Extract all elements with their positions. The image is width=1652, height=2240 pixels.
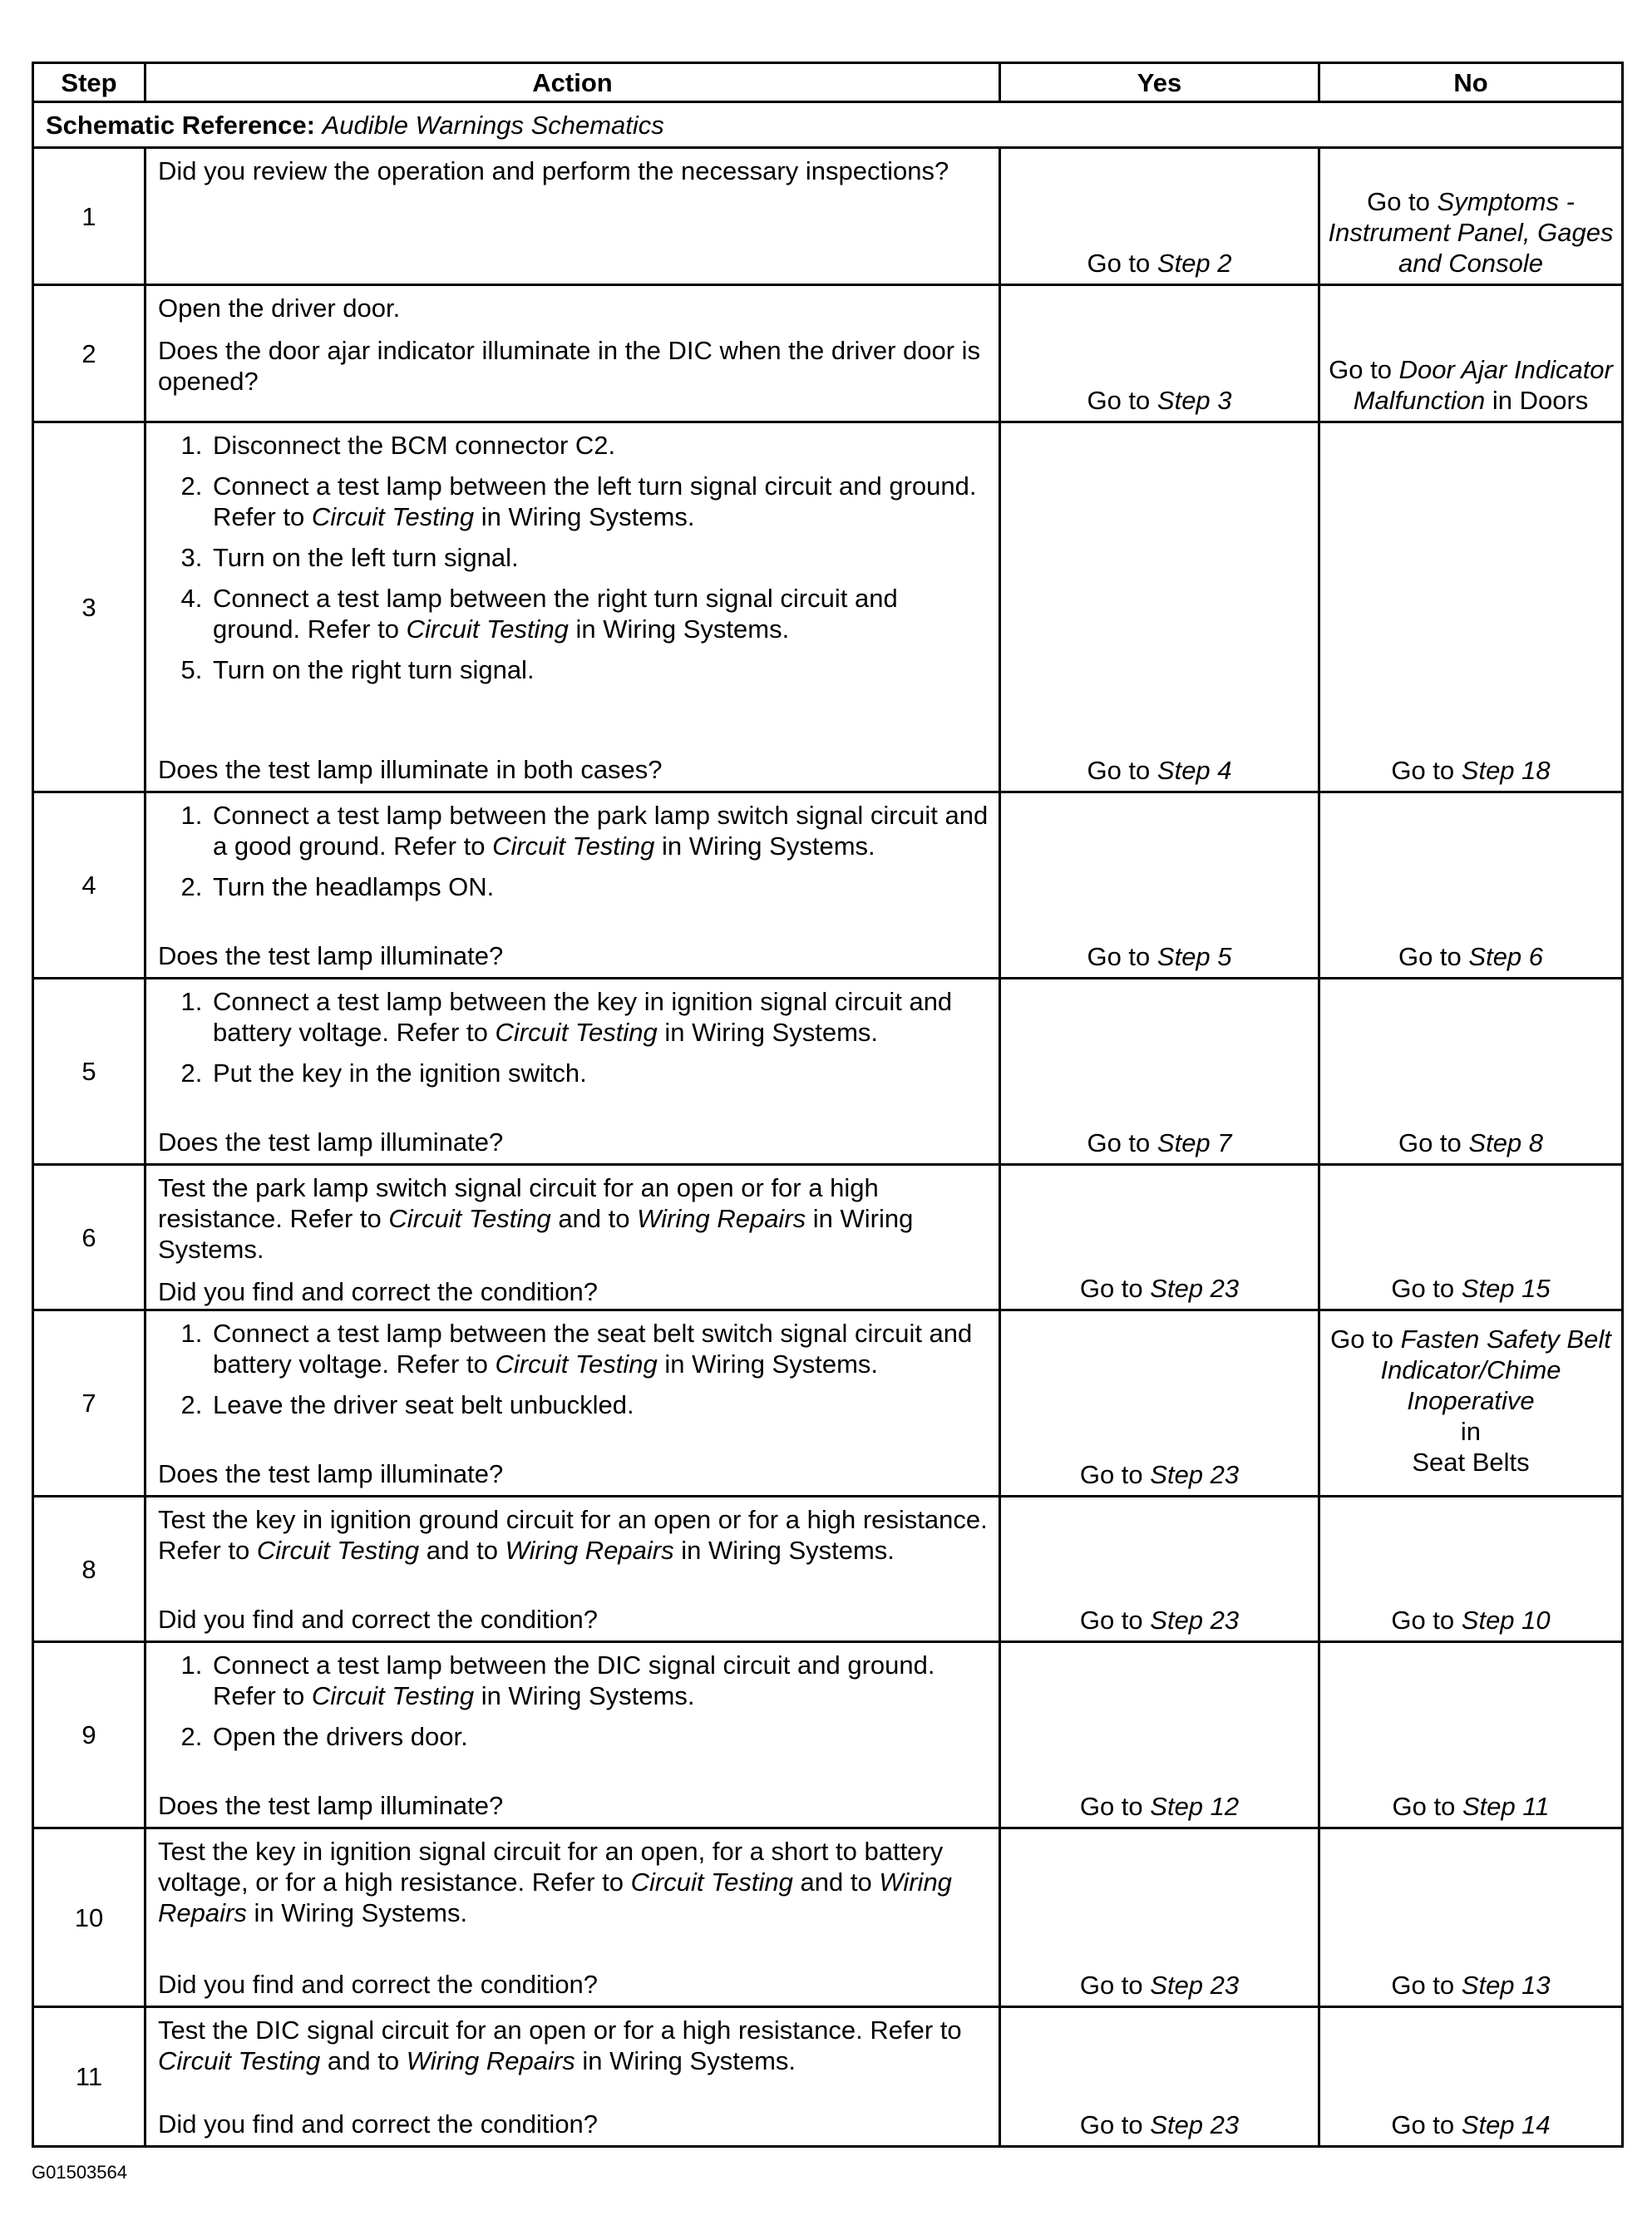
goto-label: Go to — [1391, 2110, 1455, 2139]
no-cell[interactable] — [1319, 285, 1623, 422]
circuit-testing-link[interactable]: Circuit Testing — [388, 1204, 551, 1233]
list-item: 2. Connect a test lamp between the left turn signal circuit and ground. Refer to Circuit Testing in Wiring Systems. — [210, 471, 992, 532]
wiring-repairs-link[interactable]: Wiring Repairs — [406, 2046, 575, 2075]
list-item: 1. Connect a test lamp between the seat belt switch signal circuit and battery voltage. Refer to Circuit Testing in Wiring Systems. — [210, 1318, 992, 1379]
goto-label: Go to — [1398, 942, 1462, 971]
goto-label: Go to — [1391, 756, 1455, 785]
no-suffix: Seat Belts — [1412, 1448, 1530, 1477]
step-number: 4 — [33, 792, 145, 979]
no-cell[interactable] — [1319, 979, 1623, 1165]
action-cell — [145, 1642, 1000, 1828]
table-row — [33, 285, 1623, 422]
step-number: 7 — [33, 1310, 145, 1497]
no-cell[interactable] — [1319, 422, 1623, 792]
goto-label: Go to — [1087, 249, 1151, 278]
step-number: 2 — [33, 285, 145, 422]
no-link-part2[interactable]: Instrument Panel, Gages and Console — [1328, 218, 1614, 278]
no-step-link[interactable]: Step 14 — [1461, 2110, 1551, 2139]
step-number: 8 — [33, 1497, 145, 1642]
wiring-repairs-link[interactable]: Wiring Repairs — [637, 1204, 806, 1233]
action-cell — [145, 979, 1000, 1165]
yes-step-link[interactable]: Step 23 — [1150, 1274, 1240, 1303]
no-link-part1[interactable]: Symptoms - — [1437, 187, 1575, 216]
action-cell — [145, 1165, 1000, 1310]
action-cell — [145, 148, 1000, 285]
goto-label: Go to — [1079, 1274, 1143, 1303]
yes-step-link[interactable]: Step 2 — [1156, 249, 1232, 278]
action-text: Test the key in ignition ground circuit for an open or for a high resistance. Refer to Circuit Testing and to Wiring Repairs in Wiring Systems. — [158, 1505, 988, 1565]
figure-id: G01503564 — [32, 2162, 127, 2183]
question-text: Did you find and correct the condition? — [158, 1277, 599, 1306]
table-row — [33, 1642, 1623, 1828]
header-step: Step — [33, 63, 145, 102]
action-cell — [145, 1497, 1000, 1642]
yes-cell[interactable] — [1000, 285, 1319, 422]
list-item: 1. Connect a test lamp between the park lamp switch signal circuit and a good ground. Refer to Circuit Testing in Wiring Systems. — [210, 800, 992, 861]
circuit-testing-link[interactable]: Circuit Testing — [311, 502, 475, 531]
step-number: 6 — [33, 1165, 145, 1310]
action-text: Test the DIC signal circuit for an open or for a high resistance. Refer to Circuit Testing and to Wiring Repairs in Wiring Systems. — [158, 2016, 962, 2075]
table-row — [33, 792, 1623, 979]
no-cell[interactable] — [1319, 148, 1623, 285]
goto-label: Go to — [1087, 386, 1151, 415]
schematic-label: Schematic Reference: — [46, 110, 315, 140]
no-cell[interactable] — [1319, 2007, 1623, 2147]
header-action: Action — [145, 63, 1000, 102]
no-cell[interactable] — [1319, 1828, 1623, 2007]
diagnostic-table — [32, 62, 1624, 2148]
yes-cell[interactable] — [1000, 1497, 1319, 1642]
list-item: 1. Connect a test lamp between the key in ignition signal circuit and battery voltage. Refer to Circuit Testing in Wiring Systems. — [210, 986, 992, 1048]
action-text: Open the driver door. — [158, 294, 401, 323]
goto-label: Go to — [1329, 355, 1392, 384]
yes-step-link[interactable]: Step 23 — [1150, 1606, 1240, 1635]
question-text: Did you find and correct the condition? — [158, 1970, 599, 1999]
table-row — [33, 2007, 1623, 2147]
instruction-list — [158, 1650, 992, 1752]
no-link[interactable]: Door Ajar Indicator Malfunction — [1353, 355, 1613, 415]
no-step-link[interactable]: Step 15 — [1461, 1274, 1551, 1303]
yes-step-link[interactable]: Step 12 — [1150, 1792, 1240, 1821]
instruction-list — [158, 800, 992, 902]
yes-cell[interactable] — [1000, 2007, 1319, 2147]
circuit-testing-link[interactable]: Circuit Testing — [630, 1867, 793, 1897]
question-text: Does the test lamp illuminate? — [158, 1127, 504, 1157]
goto-label: Go to — [1079, 1606, 1143, 1635]
table-row — [33, 1497, 1623, 1642]
question-text: Does the test lamp illuminate? — [158, 1459, 504, 1488]
question-text: Did you review the operation and perform the necessary inspections? — [158, 156, 949, 185]
instruction-list — [158, 986, 992, 1088]
goto-label: Go to — [1367, 187, 1430, 216]
step-number: 11 — [33, 2007, 145, 2147]
step-number: 3 — [33, 422, 145, 792]
no-step-link[interactable]: Step 18 — [1461, 756, 1551, 785]
list-item: 5. Turn on the right turn signal. — [210, 654, 992, 685]
yes-step-link[interactable]: Step 7 — [1156, 1128, 1232, 1157]
header-yes: Yes — [1000, 63, 1319, 102]
circuit-testing-link[interactable]: Circuit Testing — [495, 1018, 658, 1047]
no-step-link[interactable]: Step 10 — [1461, 1606, 1551, 1635]
no-cell[interactable] — [1319, 1310, 1623, 1497]
question-text: Does the test lamp illuminate? — [158, 1791, 504, 1820]
action-cell — [145, 285, 1000, 422]
no-step-link[interactable]: Step 13 — [1461, 1971, 1551, 2000]
goto-label: Go to — [1087, 1128, 1151, 1157]
table-row — [33, 979, 1623, 1165]
list-item: 3. Turn on the left turn signal. — [210, 542, 992, 573]
step-number: 5 — [33, 979, 145, 1165]
yes-cell[interactable] — [1000, 148, 1319, 285]
no-link[interactable]: Fasten Safety Belt Indicator/Chime Inoperative — [1380, 1325, 1611, 1415]
goto-label: Go to — [1079, 1460, 1143, 1489]
no-step-link[interactable]: Step 8 — [1468, 1128, 1544, 1157]
list-item: 1. Disconnect the BCM connector C2. — [210, 430, 992, 461]
no-cell[interactable] — [1319, 1642, 1623, 1828]
goto-label: Go to — [1330, 1325, 1393, 1354]
goto-label: Go to — [1087, 942, 1151, 971]
goto-label: Go to — [1398, 1128, 1462, 1157]
instruction-list — [158, 1318, 992, 1420]
list-item: 1. Connect a test lamp between the DIC signal circuit and ground. Refer to Circuit Testing in Wiring Systems. — [210, 1650, 992, 1711]
goto-label: Go to — [1079, 1792, 1143, 1821]
action-cell — [145, 1828, 1000, 2007]
goto-label: Go to — [1391, 1971, 1455, 2000]
circuit-testing-link[interactable]: Circuit Testing — [495, 1349, 658, 1379]
step-number: 1 — [33, 148, 145, 285]
no-cell[interactable] — [1319, 1165, 1623, 1310]
yes-cell[interactable] — [1000, 1828, 1319, 2007]
action-text: Test the key in ignition signal circuit for an open, for a short to battery voltage, or for a high resistance. Refer to Circuit Testing and to Wiring Repairs in Wiring Systems. — [158, 1837, 952, 1927]
action-cell — [145, 2007, 1000, 2147]
table-row — [33, 1828, 1623, 2007]
question-text: Does the test lamp illuminate? — [158, 941, 504, 970]
no-step-link[interactable]: Step 11 — [1462, 1792, 1550, 1821]
action-text: Test the park lamp switch signal circuit for an open or for a high resistance. Refer to Circuit Testing and to Wiring Repairs in Wiring Systems. — [158, 1173, 914, 1264]
table-row — [33, 1310, 1623, 1497]
no-in: in — [1460, 1417, 1482, 1446]
header-no: No — [1319, 63, 1623, 102]
schematic-reference-row — [33, 102, 1623, 148]
yes-step-link[interactable]: Step 3 — [1156, 386, 1232, 415]
question-text: Did you find and correct the condition? — [158, 2109, 599, 2139]
circuit-testing-link[interactable]: Circuit Testing — [311, 1681, 475, 1710]
yes-cell[interactable] — [1000, 422, 1319, 792]
yes-step-link[interactable]: Step 5 — [1156, 942, 1232, 971]
question-text: Does the test lamp illuminate in both cases? — [158, 755, 663, 784]
schematic-reference — [33, 102, 1623, 148]
yes-step-link[interactable]: Step 23 — [1150, 2110, 1240, 2139]
goto-label: Go to — [1087, 756, 1151, 785]
no-cell[interactable] — [1319, 792, 1623, 979]
no-cell[interactable] — [1319, 1497, 1623, 1642]
yes-step-link[interactable]: Step 23 — [1150, 1460, 1240, 1489]
yes-cell[interactable] — [1000, 979, 1319, 1165]
list-item: 2. Turn the headlamps ON. — [210, 871, 992, 902]
circuit-testing-link[interactable]: Circuit Testing — [492, 831, 655, 861]
question-text: Does the door ajar indicator illuminate in the DIC when the driver door is opened? — [158, 336, 981, 396]
no-step-link[interactable]: Step 6 — [1468, 942, 1544, 971]
list-item: 2. Put the key in the ignition switch. — [210, 1058, 992, 1088]
yes-cell[interactable] — [1000, 1310, 1319, 1497]
table-row — [33, 148, 1623, 285]
header-row — [33, 63, 1623, 102]
instruction-list — [158, 430, 992, 685]
no-suffix: in Doors — [1492, 386, 1589, 415]
goto-label: Go to — [1392, 1792, 1456, 1821]
action-cell — [145, 1310, 1000, 1497]
table-row — [33, 422, 1623, 792]
list-item: 4. Connect a test lamp between the right turn signal circuit and ground. Refer to Circuit Testing in Wiring Systems. — [210, 583, 992, 644]
goto-label: Go to — [1079, 2110, 1143, 2139]
circuit-testing-link[interactable]: Circuit Testing — [406, 614, 569, 644]
action-cell — [145, 792, 1000, 979]
goto-label: Go to — [1079, 1971, 1143, 2000]
list-item: 2. Leave the driver seat belt unbuckled. — [210, 1389, 992, 1420]
table-row — [33, 1165, 1623, 1310]
step-number: 10 — [33, 1828, 145, 2007]
yes-cell[interactable] — [1000, 792, 1319, 979]
question-text: Did you find and correct the condition? — [158, 1605, 599, 1634]
list-item: 2. Open the drivers door. — [210, 1721, 992, 1752]
wiring-repairs-link[interactable]: Wiring Repairs — [158, 1867, 952, 1927]
action-cell — [145, 422, 1000, 792]
schematic-link[interactable]: Audible Warnings Schematics — [322, 110, 664, 140]
yes-cell[interactable] — [1000, 1165, 1319, 1310]
yes-step-link[interactable]: Step 4 — [1156, 756, 1232, 785]
yes-cell[interactable] — [1000, 1642, 1319, 1828]
goto-label: Go to — [1391, 1606, 1455, 1635]
circuit-testing-link[interactable]: Circuit Testing — [256, 1536, 420, 1565]
step-number: 9 — [33, 1642, 145, 1828]
goto-label: Go to — [1391, 1274, 1455, 1303]
wiring-repairs-link[interactable]: Wiring Repairs — [505, 1536, 674, 1565]
yes-step-link[interactable]: Step 23 — [1150, 1971, 1240, 2000]
circuit-testing-link[interactable]: Circuit Testing — [158, 2046, 321, 2075]
